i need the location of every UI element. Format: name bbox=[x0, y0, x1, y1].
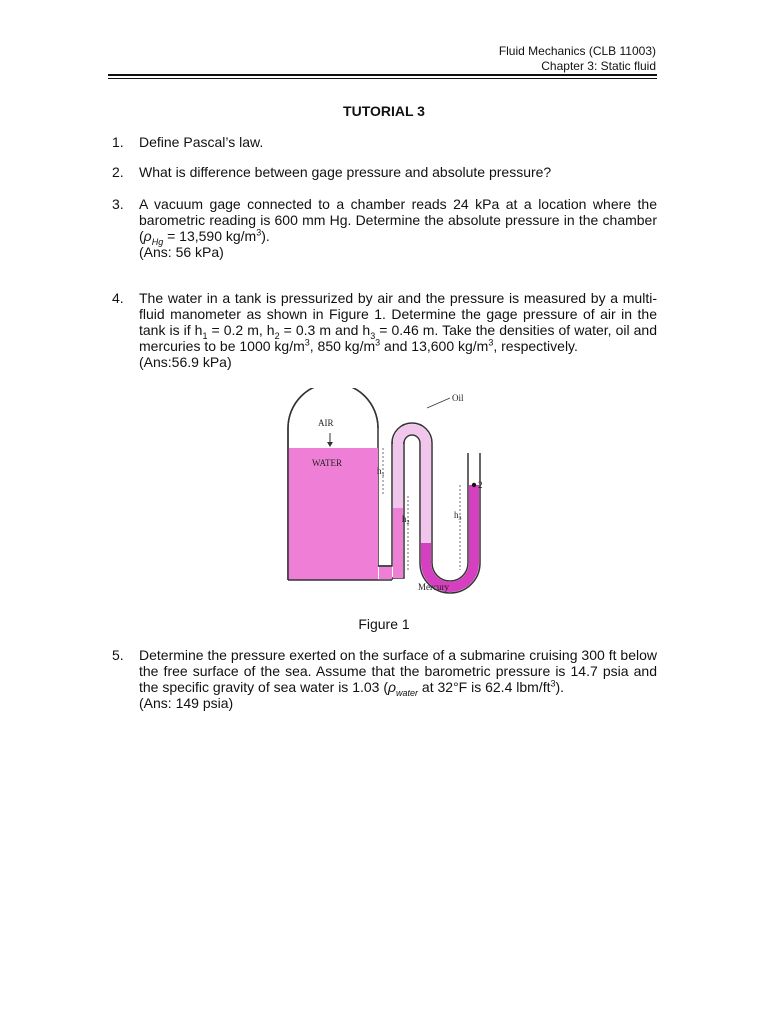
manometer-diagram bbox=[280, 388, 500, 603]
water-label: WATER bbox=[312, 458, 342, 468]
course-label: Fluid Mechanics (CLB 11003) bbox=[498, 44, 656, 58]
answer-text: (Ans:56.9 kPa) bbox=[139, 354, 232, 370]
page-header bbox=[499, 44, 656, 74]
question-3 bbox=[112, 196, 657, 260]
question-2 bbox=[112, 164, 657, 180]
question-number: 3. bbox=[112, 196, 124, 212]
answer-text: (Ans: 56 kPa) bbox=[139, 244, 224, 260]
question-number: 1. bbox=[112, 134, 124, 150]
question-number: 4. bbox=[112, 290, 124, 306]
point-2-label: 2 bbox=[478, 480, 483, 490]
header-rule-thin bbox=[108, 78, 657, 79]
question-text: A vacuum gage connected to a chamber reads 24 kPa at a location where the barometric reading is 600 mm Hg. Determine the absolute pressure in the chamber ($\rho_{Hg} = 13,590$ $kg/m^3$). (Ans: 56 kPa) bbox=[139, 196, 657, 260]
question-text: The water in a tank is pressurized by air and the pressure is measured by a multi-fluid manometer as shown in Figure 1. Determine the gage pressure of air in the tank is if $h_1 = 0.2$ m, $h_2 = 0.3$ m and $h_3 = 0.46$ m. Take the densities of water, oil and mercuries to be 1000 $kg/m^3$, 850 $kg/m^3$ and 13,600 $kg/m^3$, respectively. (Ans:56.9 kPa) bbox=[139, 290, 657, 370]
question-number: 2. bbox=[112, 164, 124, 180]
mercury-label: Mercury bbox=[418, 582, 449, 592]
question-5 bbox=[112, 647, 657, 711]
h1-label: $h_1$ bbox=[377, 466, 385, 478]
figure-caption: Figure 1 bbox=[358, 616, 410, 632]
chapter-label: Chapter 3: Static fluid bbox=[541, 59, 656, 73]
question-number: 5. bbox=[112, 647, 124, 663]
answer-text: (Ans: 149 psia) bbox=[139, 695, 234, 711]
question-1 bbox=[112, 134, 657, 150]
h2-label: $h_2$ bbox=[402, 514, 410, 526]
manometer-figure bbox=[280, 388, 500, 603]
question-text: What is difference between gage pressure and absolute pressure? bbox=[139, 164, 552, 180]
air-label: AIR bbox=[318, 418, 334, 428]
oil-label: Oil bbox=[452, 393, 464, 403]
page-title: TUTORIAL 3 bbox=[343, 103, 425, 119]
h3-label: $h_3$ bbox=[454, 510, 462, 522]
header-rule-thick bbox=[108, 74, 657, 76]
question-text: Determine the pressure exerted on the surface of a submarine cruising 300 ft below the free surface of the sea. Assume that the barometric pressure is 14.7 psia and the specific gravity of sea water is 1.03 ($\rho_{water}$ at 32°F is 62.4 lbm/$ft^3$). (Ans: 149 psia) bbox=[139, 647, 657, 711]
question-4 bbox=[112, 290, 657, 370]
question-text: Define Pascal’s law. bbox=[139, 134, 264, 150]
